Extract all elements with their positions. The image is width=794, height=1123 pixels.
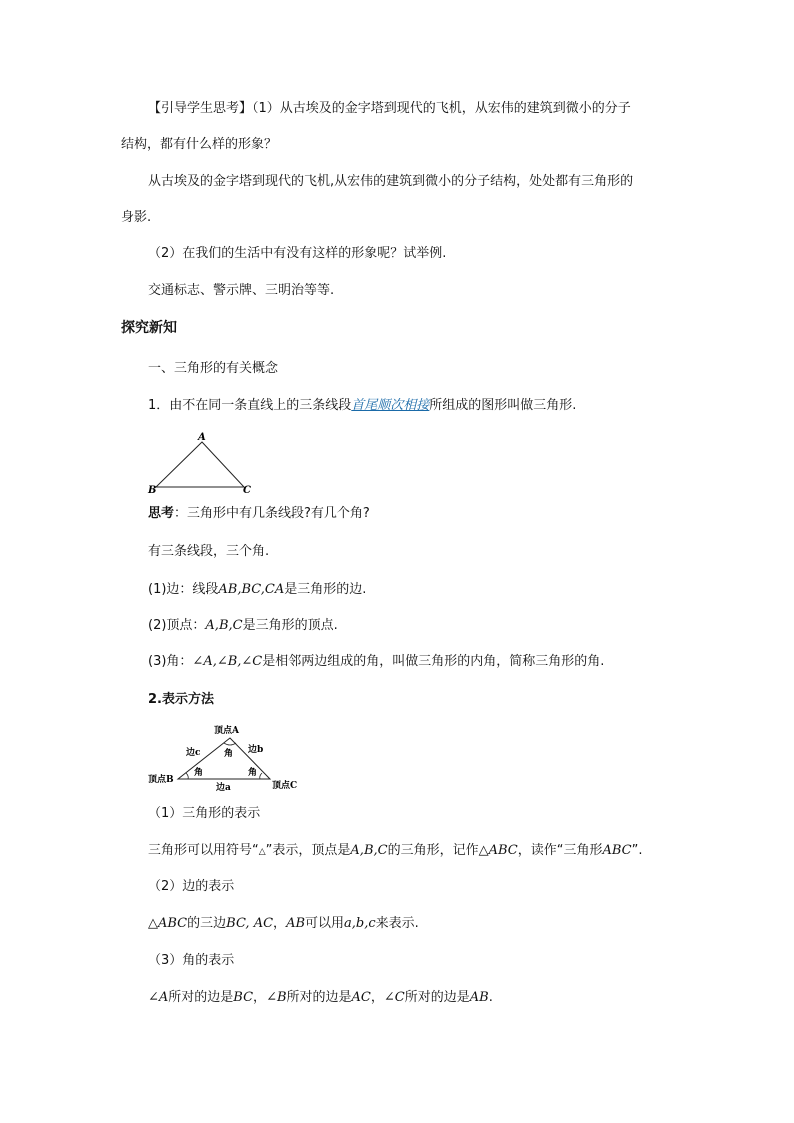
vertex-suffix: 是三角形的顶点. xyxy=(242,618,338,633)
n3-text-1: 所对的边是 xyxy=(168,990,234,1005)
n3-math-6: AB xyxy=(469,990,489,1005)
label-angle-left: 角 xyxy=(194,768,204,778)
vertex-definition xyxy=(148,617,338,635)
n3-text-4: ， xyxy=(370,990,384,1005)
question-1-line-1 xyxy=(148,100,631,118)
n3-text-5: 所对的边是 xyxy=(404,990,470,1005)
vertex-label-b: B xyxy=(148,485,157,496)
notation-2-title: （2）边的表示 xyxy=(148,879,235,894)
n2-text-4: 来表示. xyxy=(375,916,419,931)
vertex-label-a: A xyxy=(198,432,206,443)
notation-1-text xyxy=(148,842,643,861)
think-question xyxy=(148,505,370,523)
think-text: ：三角形中有几条线段?有几个角? xyxy=(174,506,370,521)
n3-math-1: ∠A xyxy=(148,990,169,1005)
triangle-figure xyxy=(140,428,260,498)
n1-math-1: A,B,C xyxy=(350,843,388,858)
vertex-label-c: C xyxy=(243,485,251,496)
angle-suffix: 是相邻两边组成的角，叫做三角形的内角，简称三角形的角. xyxy=(262,654,605,669)
n2-math-3: AB xyxy=(286,916,306,931)
notation-title: 2.表示方法 xyxy=(148,692,214,707)
n1-text-5: ”. xyxy=(631,843,643,858)
question-2: （2）在我们的生活中有没有这样的形象呢？试举例. xyxy=(148,246,447,261)
side-definition xyxy=(148,581,366,599)
definition-link[interactable]: 首尾顺次相接 xyxy=(351,398,430,413)
n3-math-4: AC xyxy=(351,990,371,1005)
definition-suffix: 所组成的图形叫做三角形. xyxy=(429,398,577,413)
n1-math-2: △ABC xyxy=(478,843,518,858)
notation-3-text xyxy=(148,989,493,1007)
n3-text-3: 所对的边是 xyxy=(286,990,352,1005)
question-prefix: 【引导学生思考】 xyxy=(148,101,253,116)
n3-text-2: ， xyxy=(253,990,267,1005)
angle-math: ∠A,∠B,∠C xyxy=(192,654,263,669)
triangle-shape xyxy=(156,442,244,487)
answer-2: 交通标志、警示牌、三明治等等. xyxy=(148,283,335,298)
angle-prefix: (3)角： xyxy=(148,654,193,669)
n1-text-4: ，读作“三角形 xyxy=(517,843,603,858)
side-suffix: 是三角形的边. xyxy=(284,582,367,597)
angle-arc-right xyxy=(260,773,262,779)
n3-text-6: . xyxy=(488,990,493,1005)
answer-1-line-2: 身影. xyxy=(121,210,152,225)
n1-text-1: 三角形可以用符号“ xyxy=(148,843,259,858)
label-vertex-c: 顶点C xyxy=(272,781,298,791)
notation-3-title: （3）角的表示 xyxy=(148,953,235,968)
definition xyxy=(148,397,576,415)
n3-math-2: BC xyxy=(233,990,254,1005)
angle-arc-left xyxy=(186,773,188,779)
question-1-text: （1）从古埃及的金字塔到现代的飞机，从宏伟的建筑到微小的分子 xyxy=(252,101,631,116)
angle-definition xyxy=(148,653,604,671)
think-label: 思考 xyxy=(148,506,175,521)
angle-arc-top xyxy=(224,743,236,745)
label-vertex-b: 顶点B xyxy=(148,775,174,785)
n1-math-3: ABC xyxy=(602,843,632,858)
n2-text-3: 可以用 xyxy=(305,916,345,931)
think-answer: 有三条线段，三个角. xyxy=(148,544,270,559)
section-title: 探究新知 xyxy=(121,320,177,336)
subsection-title: 一、三角形的有关概念 xyxy=(148,361,279,376)
n1-text-2: ”表示，顶点是 xyxy=(265,843,351,858)
n2-math-1: △ABC xyxy=(148,916,188,931)
n3-math-3: ∠B xyxy=(266,990,287,1005)
n1-text-3: 的三角形，记作 xyxy=(387,843,479,858)
vertex-prefix: (2)顶点： xyxy=(148,618,206,633)
n2-text-1: 的三边 xyxy=(187,916,227,931)
label-angle-top: 角 xyxy=(224,749,234,759)
side-math: AB,BC,CA xyxy=(218,582,285,597)
notation-2-text xyxy=(148,915,419,933)
label-side-a: 边a xyxy=(216,783,231,793)
n3-math-5: ∠C xyxy=(383,990,405,1005)
label-vertex-a: 顶点A xyxy=(214,726,239,736)
label-angle-right: 角 xyxy=(248,768,258,778)
n2-math-4: a,b,c xyxy=(344,916,376,931)
n2-text-2: ， xyxy=(273,916,287,931)
side-prefix: (1)边：线段 xyxy=(148,582,219,597)
labeled-triangle-figure xyxy=(146,720,306,796)
vertex-math: A,B,C xyxy=(205,618,243,633)
n2-math-2: BC, AC xyxy=(226,916,274,931)
label-side-b: 边b xyxy=(248,745,264,755)
n1-symbol: △ xyxy=(258,847,266,857)
notation-1-title: （1）三角形的表示 xyxy=(148,806,261,821)
answer-1-line-1: 从古埃及的金字塔到现代的飞机,从宏伟的建筑到微小的分子结构，处处都有三角形的 xyxy=(148,174,634,189)
question-1-line-2: 结构，都有什么样的形象？ xyxy=(121,137,278,152)
label-side-c: 边c xyxy=(186,748,201,758)
definition-prefix: 1．由不在同一条直线上的三条线段 xyxy=(148,398,352,413)
